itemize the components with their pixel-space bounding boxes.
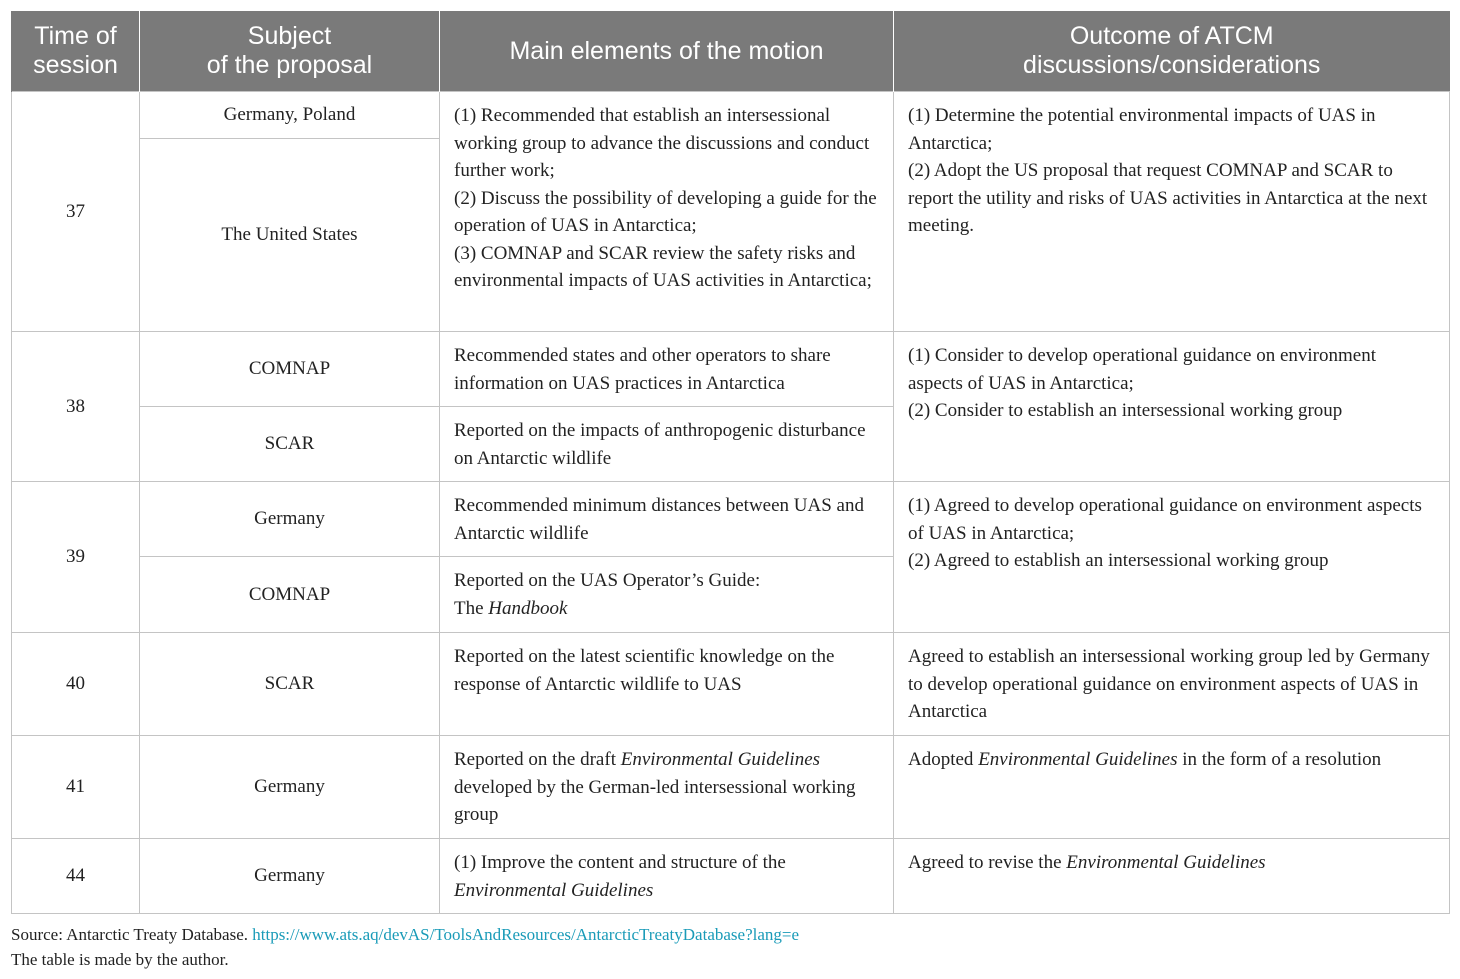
- session-cell: 44: [12, 839, 140, 914]
- table-footer: [11, 922, 799, 972]
- subject-cell: COMNAP: [140, 557, 440, 633]
- table-row: [12, 839, 1450, 914]
- session-cell: 37: [12, 92, 140, 332]
- table-row: [12, 92, 1450, 139]
- subject-cell: Germany: [140, 736, 440, 839]
- guidelines-title: Environmental Guidelines: [978, 749, 1178, 770]
- subject-cell: SCAR: [140, 633, 440, 736]
- main-elements-cell: (1) Improve the content and structure of the Environmental Guidelines: [440, 839, 894, 914]
- session-cell: 38: [12, 332, 140, 482]
- main-elements-cell: Recommended states and other operators to share information on UAS practices in Antarctica: [440, 332, 894, 407]
- handbook-line: The Handbook: [454, 597, 568, 619]
- handbook-title: Handbook: [488, 597, 568, 619]
- source-line: Source: Antarctic Treaty Database. https://www.ats.aq/devAS/ToolsAndResources/AntarcticTreatyDatabase?lang=e: [11, 925, 800, 944]
- main-elements-cell: Reported on the UAS Operator’s Guide: The Handbook: [440, 557, 894, 633]
- guidelines-title: Environmental Guidelines: [620, 749, 821, 770]
- main-elements-cell: Recommended minimum distances between UAS and Antarctic wildlife: [440, 482, 894, 557]
- header-outcome: Outcome of ATCM discussions/considerations: [894, 11, 1450, 92]
- table-row: [12, 736, 1450, 839]
- header-time-of-session: Time of session: [12, 11, 140, 92]
- main-elements-cell: (1) Recommended that establish an intersessional working group to advance the discussions and conduct further work; (2) Discuss the possibility of developing a guide for the operation of UAS in Antarctica; (3) COMNAP and SCAR review the safety risks and environmental impacts of UAS activities in Antarctica;: [440, 92, 894, 332]
- subject-cell: Germany: [140, 839, 440, 914]
- outcome-cell: Agreed to establish an intersessional working group led by Germany to develop operational guidance on environment aspects of UAS in Antarctica: [894, 633, 1450, 736]
- atcm-uas-table: [11, 11, 1450, 914]
- subject-cell: The United States: [140, 139, 440, 332]
- outcome-cell: Adopted Environmental Guidelines in the form of a resolution: [894, 736, 1450, 839]
- main-elements-cell: Reported on the latest scientific knowledge on the response of Antarctic wildlife to UAS: [440, 633, 894, 736]
- header-main-elements: Main elements of the motion: [440, 11, 894, 92]
- outcome-cell: (1) Agreed to develop operational guidance on environment aspects of UAS in Antarctica; (2) Agreed to establish an intersessional working group: [894, 482, 1450, 633]
- session-cell: 41: [12, 736, 140, 839]
- subject-cell: Germany: [140, 482, 440, 557]
- subject-cell: COMNAP: [140, 332, 440, 407]
- session-cell: 40: [12, 633, 140, 736]
- outcome-cell: (1) Consider to develop operational guidance on environment aspects of UAS in Antarctica; (2) Consider to establish an intersessional working group: [894, 332, 1450, 482]
- subject-cell: Germany, Poland: [140, 92, 440, 139]
- outcome-cell: (1) Determine the potential environmental impacts of UAS in Antarctica; (2) Adopt the US proposal that request COMNAP and SCAR to report the utility and risks of UAS activities in Antarctica at the next meeting.: [894, 92, 1450, 332]
- table-row: [12, 332, 1450, 407]
- table-row: [12, 482, 1450, 557]
- main-elements-cell: Reported on the draft Environmental Guidelines developed by the German-led intersessional working group: [440, 736, 894, 839]
- main-elements-cell: Reported on the impacts of anthropogenic disturbance on Antarctic wildlife: [440, 407, 894, 482]
- guidelines-title: Environmental Guidelines: [454, 879, 654, 901]
- session-cell: 39: [12, 482, 140, 633]
- author-note: The table is made by the author.: [11, 950, 229, 969]
- guidelines-title: Environmental Guidelines: [1066, 852, 1266, 873]
- header-subject-of-proposal: Subject of the proposal: [140, 11, 440, 92]
- table-row: [12, 633, 1450, 736]
- header-row: [12, 11, 1450, 92]
- source-link[interactable]: https://www.ats.aq/devAS/ToolsAndResources/AntarcticTreatyDatabase?lang=e: [252, 925, 800, 944]
- outcome-cell: Agreed to revise the Environmental Guidelines: [894, 839, 1450, 914]
- subject-cell: SCAR: [140, 407, 440, 482]
